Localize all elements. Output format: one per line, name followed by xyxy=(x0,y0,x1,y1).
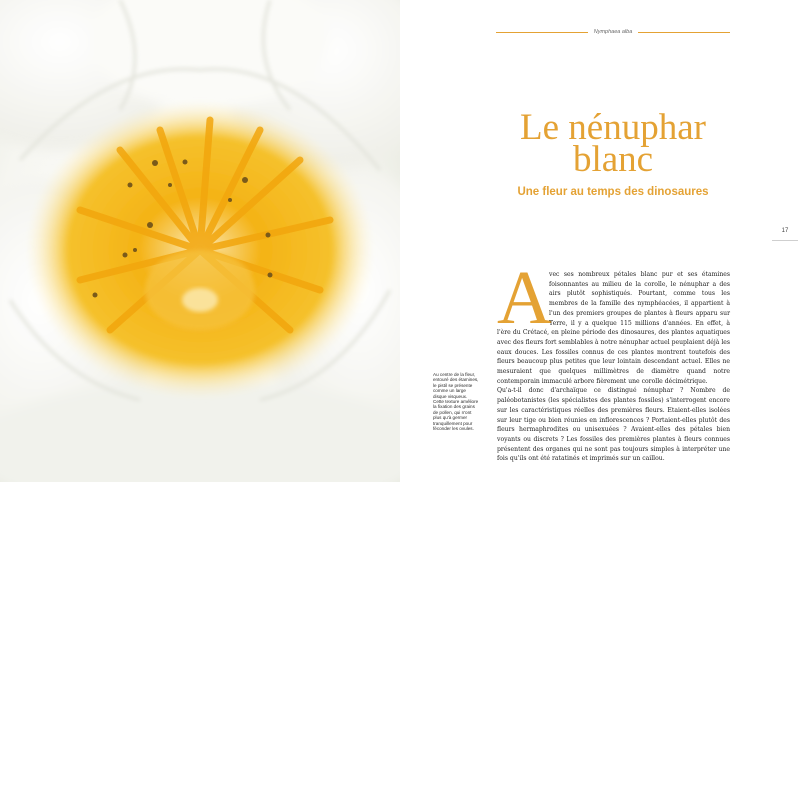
photo-caption: Au centre de la fleur, entouré des étamines, le pistil se présente comme un large disque visqueux. Cette texture améliore la fixation des grains de pollen, qui n'ont plus qu'à germer tranquillement pour féconder les ovules. xyxy=(433,372,479,432)
page-subtitle: Une fleur au temps des dinosaures xyxy=(517,186,709,198)
drop-cap-spacer xyxy=(497,270,549,327)
title-line-1: Le nénuphar xyxy=(520,107,706,148)
water-lily-icon xyxy=(0,0,400,482)
header-rule-right xyxy=(638,32,730,33)
water-lily-photo xyxy=(0,0,400,482)
header-rule-left xyxy=(496,32,588,33)
running-header-text: Nymphaea alba xyxy=(593,29,633,35)
drop-cap: A xyxy=(497,256,552,340)
page-number-rule xyxy=(772,240,798,241)
body-paragraph-1: vec ses nombreux pétales blanc pur et ses étamines foisonnantes au milieu de la corolle, le nénuphar a des airs plutôt sophistiqués. Pourtant, comme tous les membres de la famille des nymphéacées, il appartient à l'un des premiers groupes de plantes à fleurs apparu sur Terre, il y a quelque 115 millions d'années. En effet, à l'ère du Crétacé, en pleine période des dinosaures, des plantes aquatiques avec des fleurs fort semblables à notre nénuphar actuel peuplaient déjà les eaux douces. Les fossiles connus de ces plantes montrent toutefois des fleurs beaucoup plus petites que leur lointain descendant actuel. Elles ne mesuraient que quelques millimètres de diamètre quand notre contemporain immaculé arbore fièrement une corolle décimétrique. xyxy=(497,271,731,385)
running-header xyxy=(496,26,730,38)
page-number: 17 xyxy=(781,228,789,234)
body-text xyxy=(497,270,730,464)
body-paragraph-2: Qu'a-t-il donc d'archaïque ce distingué nénuphar ? Nombre de paléobotanistes (les spécialistes des plantes fossiles) s'interrogent encore sur les caractéristiques réelles des premières fleurs. Etaient-elles isolées sur leur tige ou bien réunies en inflorescences ? Portaient-elles plutôt des fleurs hermaphrodites ou unisexuées ? Avaient-elles des pétales bien voyants ou discrets ? Les fossiles des premières plantes à fleurs connues présentent des organes qui ne sont pas toujours simples à interpréter une fois qu'ils ont été ratatinés et imprimés sur un caillou. xyxy=(497,387,730,463)
title-line-2: blanc xyxy=(572,139,654,180)
page-title xyxy=(496,107,730,180)
